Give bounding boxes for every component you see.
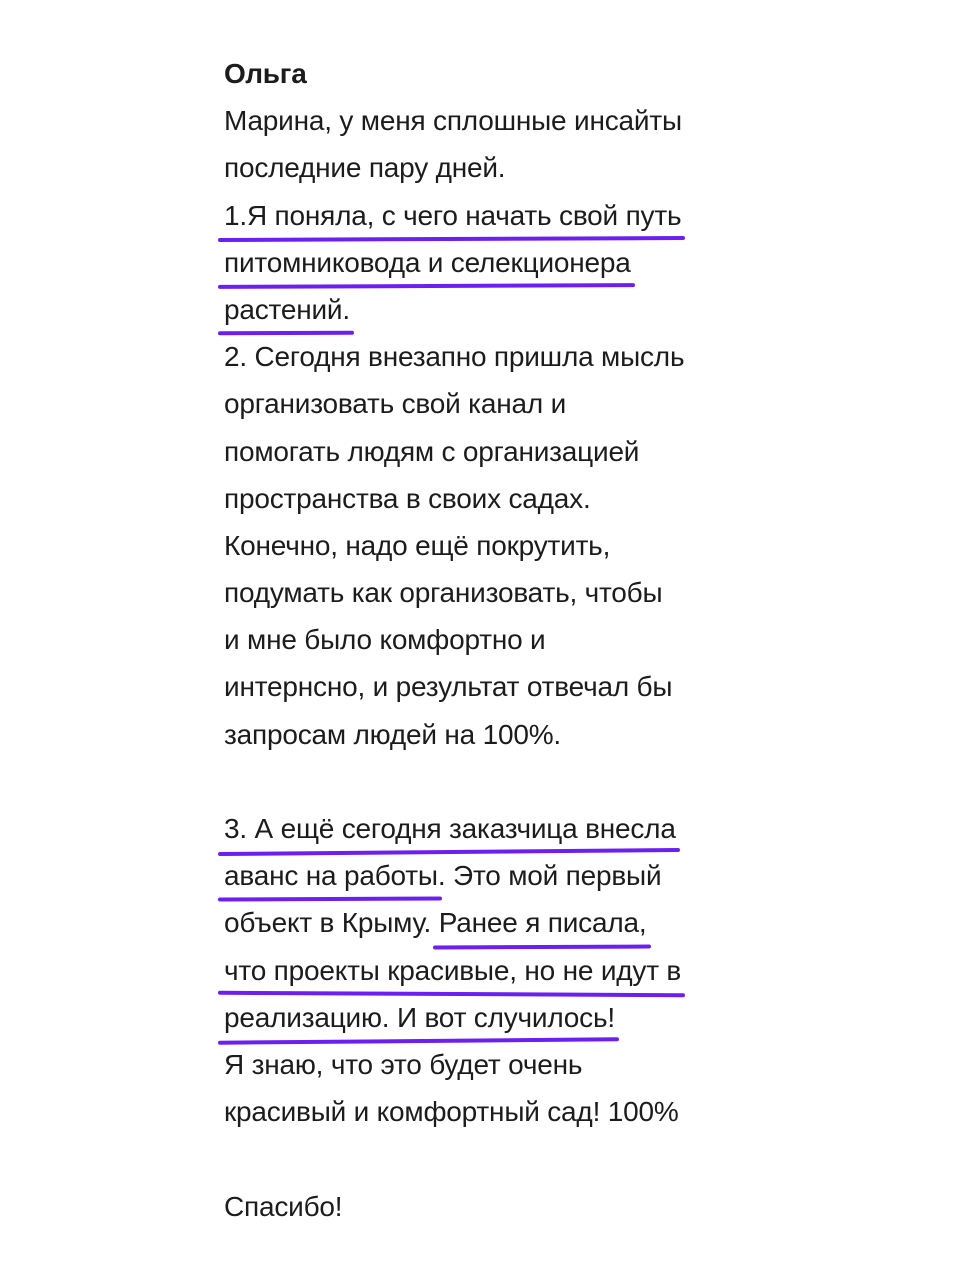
- text-line: Конечно, надо ещё покрутить,: [224, 529, 611, 561]
- text-line: Марина, у меня сплошные инсайты: [224, 105, 682, 137]
- text-line: помогать людям с организацией: [224, 435, 640, 467]
- text-line: последние пару дней.: [224, 152, 506, 184]
- text-line: пространства в своих садах.: [224, 482, 591, 514]
- text-line: [224, 852, 784, 899]
- text-line: [224, 239, 784, 286]
- highlighted-text: аванс на работы: [224, 852, 438, 899]
- closing-text: Спасибо!: [224, 1190, 343, 1222]
- highlighted-text: 3. А ещё сегодня заказчица внесла: [224, 805, 676, 852]
- spacer: [224, 758, 784, 805]
- highlighted-text: питомниковода и селекционера: [224, 239, 631, 286]
- spacer: [224, 1135, 784, 1182]
- highlighted-text: Ранее я писала,: [439, 899, 647, 946]
- message-text: [224, 50, 784, 1230]
- highlighted-text: растений.: [224, 286, 350, 333]
- text-line: [224, 899, 784, 946]
- plain-text: объект в Крыму.: [224, 907, 432, 939]
- text-line: и мне было комфортно и: [224, 624, 546, 656]
- plain-text: . Это мой первый: [437, 860, 662, 892]
- text-line: красивый и комфортный сад! 100%: [224, 1096, 679, 1128]
- text-line: 2. Сегодня внезапно пришла мысль: [224, 341, 685, 373]
- text-line: [224, 192, 784, 239]
- highlighted-text: что проекты красивые, но не идут в: [224, 947, 681, 994]
- text-line: подумать как организовать, чтобы: [224, 577, 663, 609]
- text-line: [224, 286, 784, 333]
- highlighted-text: 1.Я поняла, с чего начать свой путь: [224, 192, 681, 239]
- text-line: организовать свой канал и: [224, 388, 567, 420]
- text-line: Я знаю, что это будет очень: [224, 1048, 583, 1080]
- author-name: Ольга: [224, 58, 307, 89]
- text-line: запросам людей на 100%.: [224, 718, 561, 750]
- text-line: [224, 947, 784, 994]
- text-line: [224, 994, 784, 1041]
- highlighted-text: реализацию. И вот случилось!: [224, 994, 615, 1041]
- text-line: интернсно, и результат отвечал бы: [224, 671, 673, 703]
- text-line: [224, 805, 784, 852]
